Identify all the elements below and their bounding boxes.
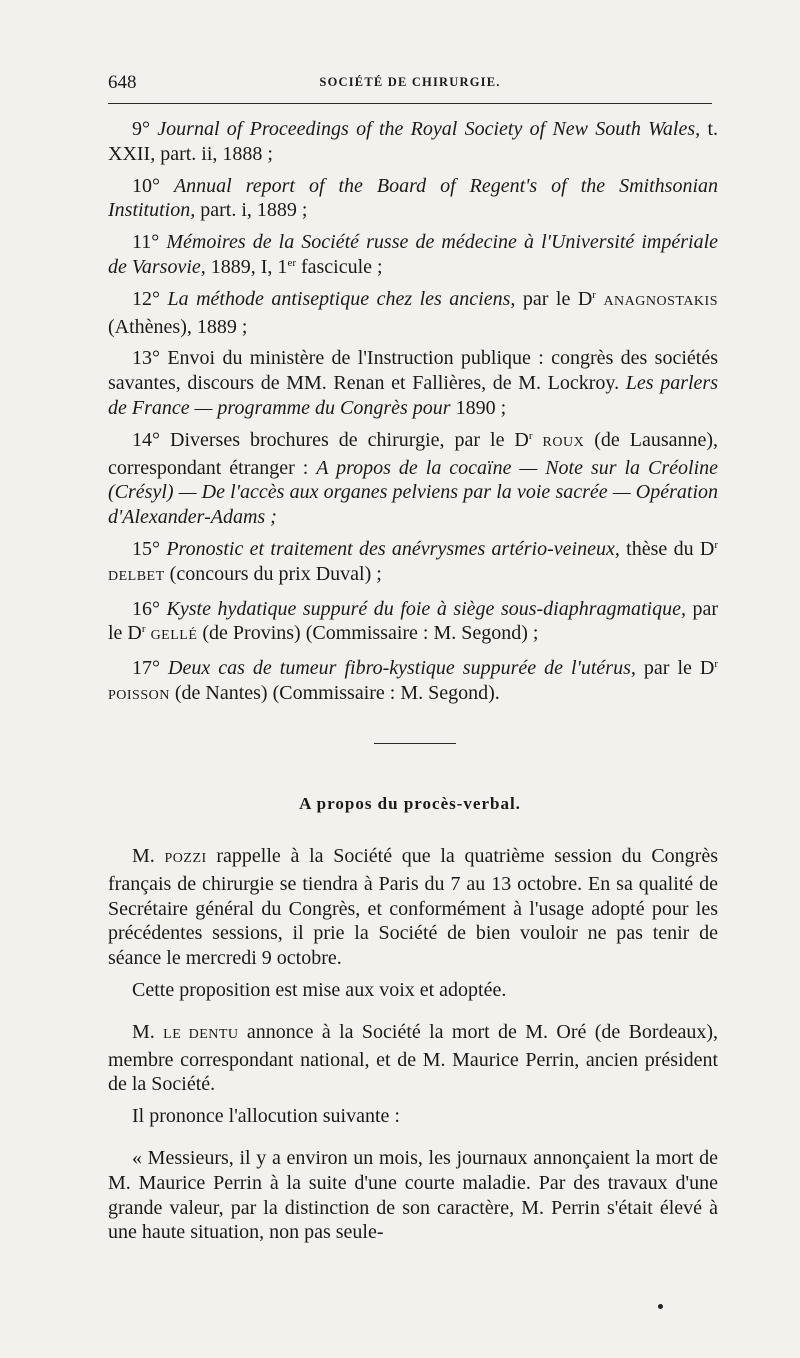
author-name: POISSON	[108, 687, 170, 703]
list-item-10: 10° Annual report of the Board of Regent's of the Smithsonian Institution, part. i, 1889 ;	[108, 174, 718, 222]
paragraph-le-dentu: M. LE DENTU annonce à la Société la mort de M. Oré (de Bordeaux), membre correspondant national, et de M. Maurice Perrin, ancien président de la Société.	[108, 1020, 719, 1096]
author-name: ANAGNOSTAKIS	[603, 293, 718, 309]
paragraph-pozzi: M. POZZI rappelle à la Société que la quatrième session du Congrès français de chirurgie se tiendra à Paris du 7 au 13 octobre. En sa qualité de Secrétaire général du Congrès, et conformément à l'usage adopté pour les précédentes sessions, il prie la Société de bien vouloir ne pas tenir de séance le mercredi 9 octobre.	[108, 845, 718, 970]
item-title: Mémoires de la Société russe de médecine à l'Université impériale de Varsovie,	[108, 231, 718, 278]
author-name: GELLÉ	[150, 628, 198, 644]
list-item-17: 17° Deux cas de tumeur fibro-kystique suppurée de l'utérus, par le $D^r$ POISSON (de Nantes) (Commissaire : M. Segond).	[108, 657, 718, 704]
item-title: Annual report of the Board of Regent's of the Smithsonian Institution,	[108, 174, 718, 222]
list-item-13: 13° Envoi du ministère de l'Instruction publique : congrès des sociétés savantes, discours de MM. Renan et Fallières, de M. Lockroy. Les parlers de France — programme du Congrès pour 1890 ;	[108, 347, 718, 419]
item-title: Journal of Proceedings of the Royal Society of New South Wales,	[157, 118, 701, 140]
page-header	[108, 72, 712, 96]
author-name: DELBET	[108, 568, 165, 584]
item-title: La méthode antiseptique chez les anciens,	[167, 287, 516, 310]
item-title: Pronostic et traitement des anévrysmes artério-veineux,	[166, 537, 620, 560]
running-title: SOCIÉTÉ DE CHIRURGIE.	[319, 75, 501, 89]
person-name: POZZI	[164, 851, 207, 866]
list-item-11: 11° Mémoires de la Société russe de médecine à l'Université impériale de Varsovie, 1889, I, 1er fascicule ;	[108, 231, 718, 278]
page-number: 648	[108, 72, 137, 93]
section-body	[108, 844, 718, 1252]
ink-dot	[658, 1304, 663, 1309]
paragraph-adopted: Cette proposition est mise aux voix et adoptée.	[132, 978, 507, 1001]
item-title: Deux cas de tumeur fibro-kystique suppurée de l'utérus,	[168, 657, 636, 680]
list-item-15: 15° Pronostic et traitement des anévrysmes artério-veineux, thèse du $D^r$ DELBET (concours du prix Duval) ;	[108, 537, 719, 585]
paragraph-allocution: Il prononce l'allocution suivante :	[132, 1105, 400, 1128]
item-title: Kyste hydatique suppuré du foie à siège sous-diaphragmatique,	[166, 597, 686, 620]
paragraph-speech: « Messieurs, il y a environ un mois, les journaux annonçaient la mort de M. Maurice Perrin à la suite d'une courte maladie. Par des travaux d'une grande valeur, par la distinction de son caractère, M. Perrin s'était élevé à une haute situation, non pas seule-	[108, 1146, 718, 1244]
list-item-16: 16° Kyste hydatique suppuré du foie à siège sous-diaphragmatique, par le $D^r$ GELLÉ (de Provins) (Commissaire : M. Segond) ;	[108, 597, 719, 645]
person-name: LE DENTU	[163, 1026, 239, 1042]
section-heading: A propos du procès-verbal.	[299, 794, 521, 813]
list-item-14: 14° Diverses brochures de chirurgie, par le $D^r$ ROUX (de Lausanne), correspondant étranger : A propos de la cocaïne — Note sur la Créoline (Crésyl) — De l'accès aux organes pelviens par la voie sacrée — Opération d'Alexander-Adams ;	[108, 428, 719, 529]
list-item-12: 12° La méthode antiseptique chez les anciens, par le $D^r$ ANAGNOSTAKIS (Athènes), 1889 ;	[108, 287, 718, 338]
list-item-9: 9° Journal of Proceedings of the Royal Society of New South Wales, t. XXII, part. ii, 1888 ;	[108, 118, 718, 165]
header-rule	[108, 103, 712, 104]
item-list	[108, 117, 718, 716]
author-name: ROUX	[542, 434, 585, 450]
section-divider	[374, 743, 456, 744]
